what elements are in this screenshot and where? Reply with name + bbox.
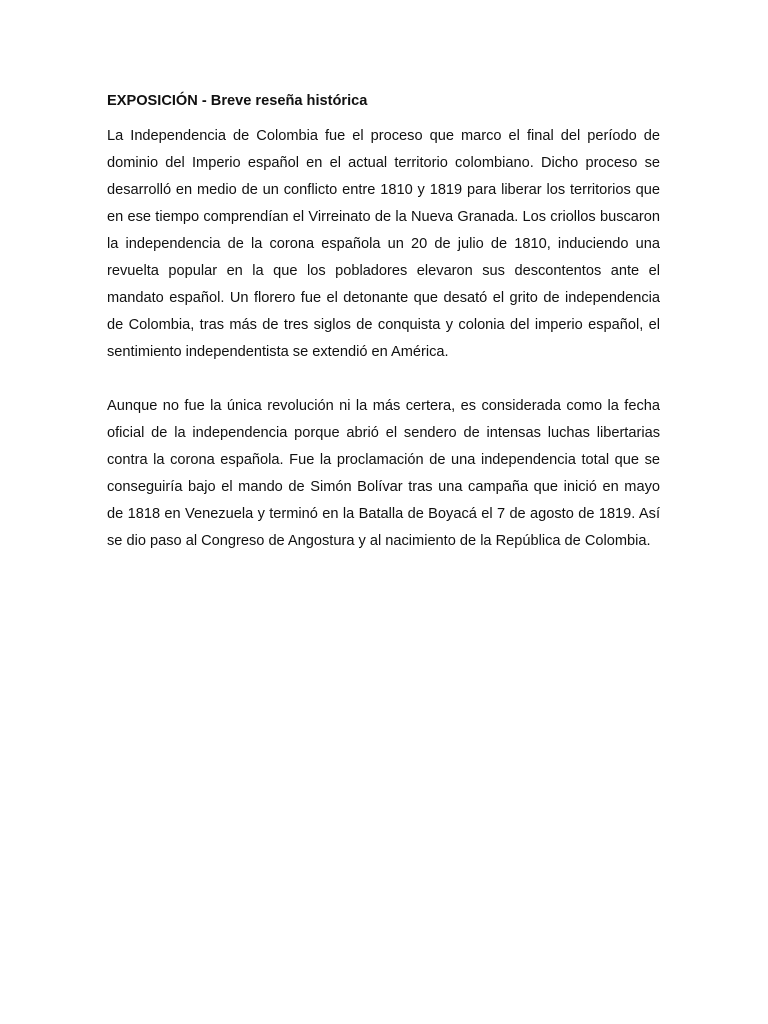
paragraph-1: La Independencia de Colombia fue el proceso que marco el final del período de dominio del Imperio español en el actual territorio colombiano. Dicho proceso se desarrolló en medio de un conflicto entre 1810 y 1819 para liberar los territorios que en ese tiempo comprendían el Virreinato de la Nueva Granada. Los criollos buscaron la independencia de la corona española un 20 de julio de 1810, induciendo una revuelta popular en la que los pobladores elevaron sus descontentos ante el mandato español. Un florero fue el detonante que desató el grito de independencia de Colombia, tras más de tres siglos de conquista y colonia del imperio español, el sentimiento independentista se extendió en América.: [107, 128, 660, 360]
paragraph-2: Aunque no fue la única revolución ni la más certera, es considerada como la fecha oficial de la independencia porque abrió el sendero de intensas luchas libertarias contra la corona española. Fue la proclamación de una independencia total que se conseguiría bajo el mando de Simón Bolívar tras una campaña que inició en mayo de 1818 en Venezuela y terminó en la Batalla de Boyacá el 7 de agosto de 1819. Así se dio paso al Congreso de Angostura y al nacimiento de la República de Colombia.: [107, 398, 660, 549]
document-body: [107, 88, 660, 555]
document-title: EXPOSICIÓN - Breve reseña histórica: [107, 93, 368, 109]
